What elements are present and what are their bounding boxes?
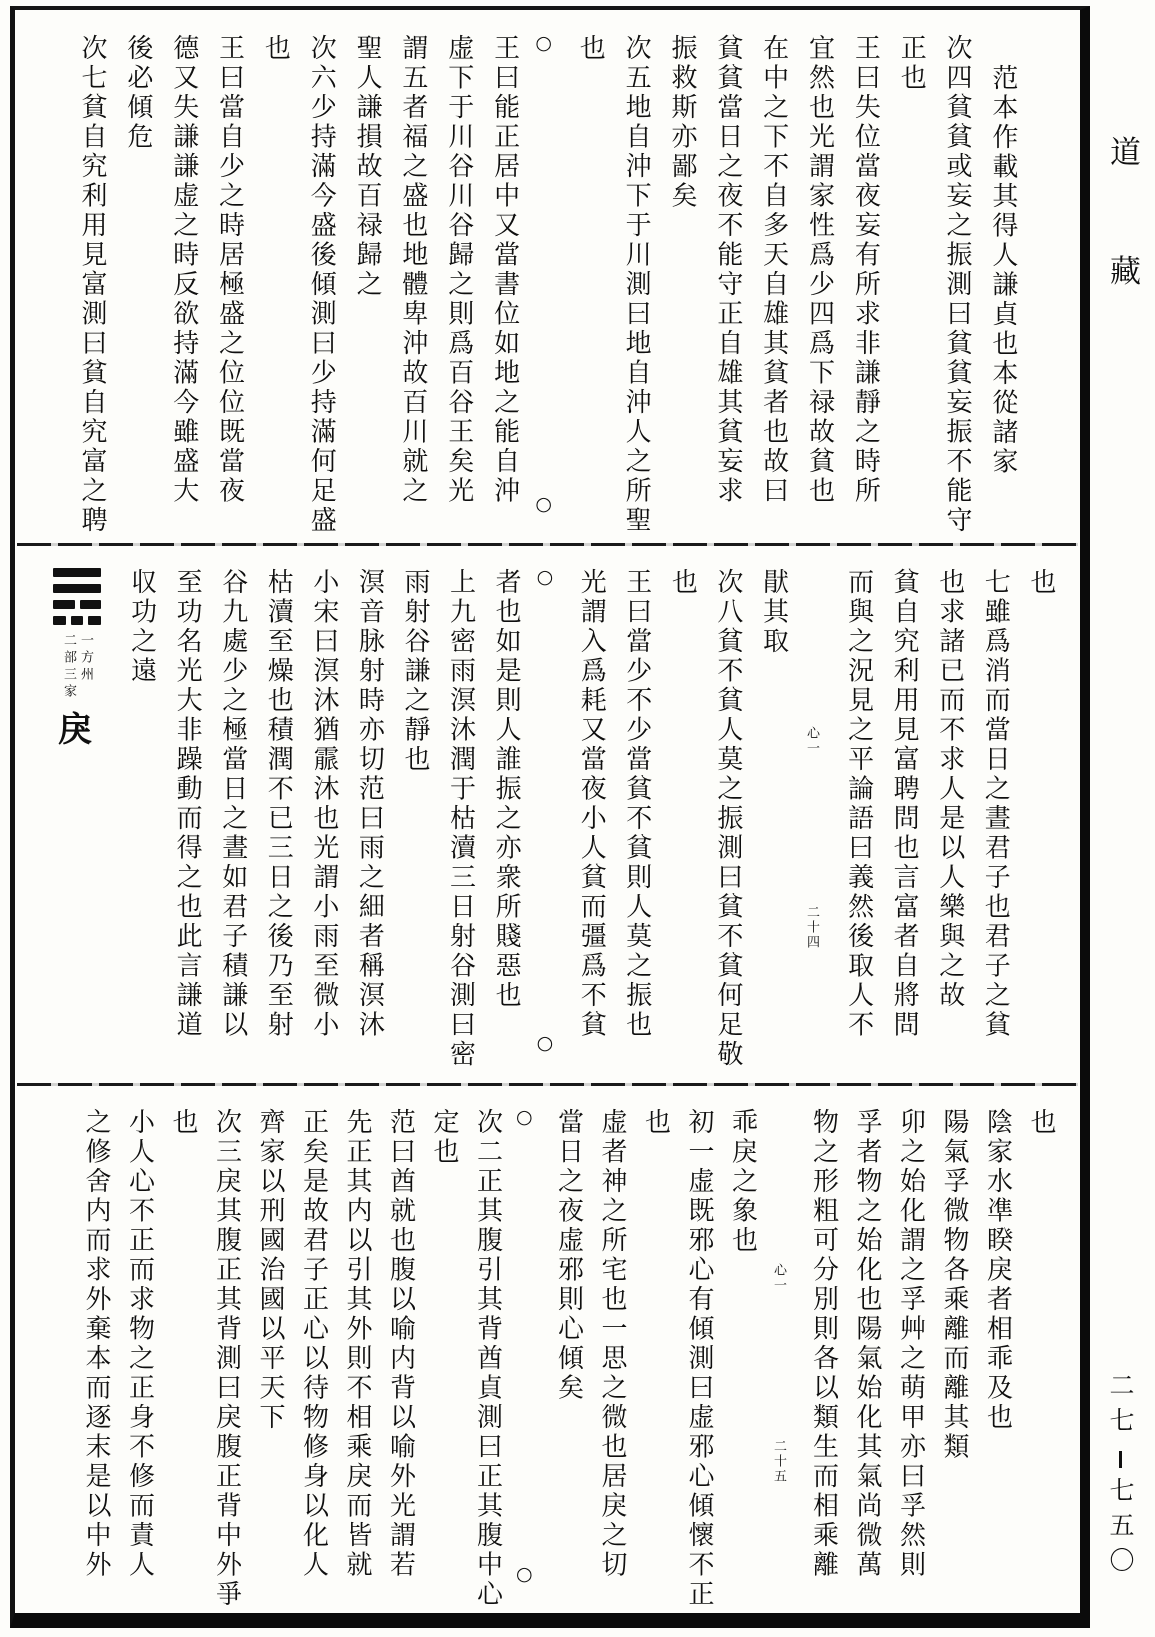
tetragram-segment — [53, 616, 66, 625]
text-column: 也 — [640, 1107, 671, 1138]
text-column: 枯瀆至燥也積潤不已三日之後乃至射 — [263, 567, 294, 1040]
page-number-dash — [1119, 1451, 1122, 1468]
text-column: 次三戾其腹正其背測曰戾腹正背中外爭 — [211, 1107, 242, 1610]
text-column: 孚者物之始化也陽氣始化其氣尚微萬 — [852, 1107, 882, 1580]
text-column: 王曰當少不少當貧不貧則人莫之振也 — [621, 567, 652, 1040]
text-frame — [10, 6, 1090, 1628]
text-column: 王曰失位當夜妄有所求非謙靜之時所 — [850, 34, 881, 506]
leaf-number-note: 二十四 — [804, 904, 819, 950]
text-column: 陰家水凖睽戾者相乖及也 — [982, 1107, 1013, 1433]
tetragram-row — [53, 616, 101, 625]
annotation-column — [769, 1108, 793, 1610]
register-bottom — [15, 1086, 1080, 1614]
text-column: 謂五者福之盛也地體卑沖故百川就之 — [397, 34, 428, 506]
tetragram-coordinate-label: 二部三家 — [61, 632, 76, 701]
circle-separator-icon: ○ — [536, 565, 557, 588]
text-column: 次七貧自究利用見富測曰貧自究富之聘 — [77, 34, 107, 536]
text-column: 卯之始化謂之孚艸之萌甲亦曰孚然則 — [895, 1107, 926, 1580]
text-column: 猒其取 — [758, 567, 789, 657]
collection-title-char: 藏 — [1110, 254, 1141, 290]
tetragram-coordinate-label: 一方州 — [78, 632, 93, 684]
tetragram-coordinates — [53, 633, 101, 701]
text-column: 光謂入爲耗又當夜小人貧而彊爲不貧 — [576, 567, 607, 1040]
tetragram-segment — [53, 600, 75, 609]
text-column: 也 — [1026, 1107, 1056, 1138]
text-column: 也 — [667, 567, 698, 598]
text-column: 虚下于川谷川谷歸之則爲百谷王矣光 — [443, 34, 474, 506]
tetragram-segment — [88, 616, 101, 625]
text-column: 之修舍内而求外棄本而逐末是以中外 — [81, 1107, 111, 1580]
tetragram-segment — [80, 600, 102, 609]
text-column: 也 — [1025, 567, 1056, 598]
text-column: 定也 — [429, 1107, 459, 1167]
circle-separator-icon: ○ — [536, 1031, 557, 1054]
text-column: 也 — [575, 34, 606, 64]
text-column: 物之形粗可分別則各以類生而相乘離 — [808, 1107, 839, 1580]
text-column: 者也如是則人誰振之亦衆所賤惡也 — [491, 567, 522, 1011]
tetragram-segment — [53, 568, 101, 577]
text-column: 王曰能正居中又當書位如地之能自沖 — [489, 34, 520, 506]
text-column: 次二正其腹引其背酋貞測曰正其腹中心 — [472, 1107, 503, 1610]
text-column: 也求諸已而不求人是以人樂與之故 — [934, 567, 965, 1011]
entry-separator-column — [514, 1105, 538, 1585]
text-column: 王曰當自少之時居極盛之位位既當夜 — [214, 34, 245, 506]
text-column: 次六少持滿今盛後傾測曰少持滿何足盛 — [306, 34, 337, 536]
text-column: 溟音脉射時亦切范曰雨之細者稱溟沐 — [354, 567, 385, 1040]
text-column: 正也 — [896, 34, 927, 93]
text-column: 而與之況見之平論語曰義然後取人不 — [843, 567, 874, 1040]
tetragram-symbol — [53, 568, 101, 632]
text-column: 至功名光大非躁動而得之也此言謙道 — [172, 567, 203, 1040]
entry-separator-column — [535, 565, 559, 1054]
text-column: 七雖爲消而當日之晝君子也君子之貧 — [980, 567, 1011, 1040]
page-number-upper: 二七 — [1106, 1372, 1135, 1442]
text-column: 貧貧當日之夜不能守正自雄其貧妄求 — [712, 34, 743, 506]
annotation-column — [802, 568, 826, 1079]
tetragram-segment — [71, 616, 84, 625]
tetragram-block — [53, 568, 109, 1079]
text-column: 也 — [260, 34, 291, 64]
text-column: 在中之下不自多天自雄其貧者也故曰 — [758, 34, 789, 506]
entry-separator-column — [533, 34, 557, 514]
text-column: 虚者神之所宅也一思之微也居戾之切 — [597, 1107, 627, 1580]
leaf-number-note: 二十五 — [771, 1438, 786, 1484]
text-column: 先正其内以引其外則不相乘戾而皆就 — [342, 1107, 372, 1580]
text-column: 聖人謙損故百禄歸之 — [352, 34, 383, 300]
text-column: 乖戾之象也 — [727, 1107, 758, 1256]
text-column: 上九密雨溟沐潤于枯瀆三日射谷測曰密 — [445, 567, 476, 1070]
page-number-lower: 七五〇 — [1106, 1477, 1135, 1582]
circle-separator-icon: ○ — [535, 492, 556, 515]
text-column: 後必傾危 — [122, 34, 153, 152]
collection-title — [1110, 135, 1141, 290]
text-column: 范曰酋就也腹以喻内背以喻外光謂若 — [385, 1107, 416, 1580]
text-column: 次八貧不貧人莫之振測曰貧不貧何足敬 — [712, 567, 743, 1070]
text-column: 陽氣孚微物各乘離而離其類 — [939, 1107, 969, 1462]
text-column: 振救斯亦鄙矣 — [666, 34, 697, 211]
circle-separator-icon: ○ — [535, 32, 556, 54]
text-column: 范本作載其得人謙貞也本從諸家 — [987, 64, 1018, 477]
page-number — [1108, 1372, 1133, 1582]
text-column: 次五地自沖下于川測曰地自沖人之所聖 — [621, 34, 652, 536]
tetragram-segment — [53, 584, 101, 593]
text-column: 也 — [168, 1107, 198, 1138]
collation-note: 心一 — [771, 1262, 786, 1293]
text-column: 雨射谷謙之靜也 — [399, 567, 430, 775]
text-column: 正矣是故君子正心以待物修身以化人 — [298, 1107, 329, 1580]
text-column: 當日之夜虚邪則心傾矣 — [553, 1107, 584, 1403]
tetragram-row — [53, 600, 101, 609]
tetragram-head-character: 戾 — [58, 709, 96, 750]
tetragram-row — [53, 568, 101, 577]
text-column: 谷九處少之極當日之晝如君子積謙以 — [217, 567, 248, 1040]
circle-separator-icon: ○ — [515, 1562, 537, 1585]
text-column: 德又失謙謙虚之時反欲持滿今雖盛大 — [168, 34, 199, 506]
circle-separator-icon: ○ — [515, 1105, 537, 1128]
text-column: 次四貧貧或妄之振測曰貧貧妄振不能守 — [942, 34, 973, 536]
text-column: 初一虚既邪心有傾測曰虚邪心傾懷不正 — [684, 1107, 714, 1610]
collection-title-char: 道 — [1110, 135, 1141, 171]
tetragram-row — [53, 584, 101, 593]
text-column: 小人心不正而求物之正身不修而責人 — [124, 1107, 155, 1580]
collation-note: 心一 — [804, 726, 819, 757]
text-column: 宜然也光謂家性爲少四爲下禄故貧也 — [804, 34, 835, 506]
text-column: 小宋曰溟沐猶霢沐也光謂小雨至微小 — [308, 567, 339, 1040]
text-column: 貧自究利用見富聘問也言富者自將問 — [889, 567, 920, 1040]
text-column: 齊家以刑國治國以平天下 — [255, 1107, 285, 1433]
register-middle — [15, 546, 1080, 1083]
register-top — [15, 10, 1080, 543]
text-column: 収功之遠 — [126, 567, 157, 686]
